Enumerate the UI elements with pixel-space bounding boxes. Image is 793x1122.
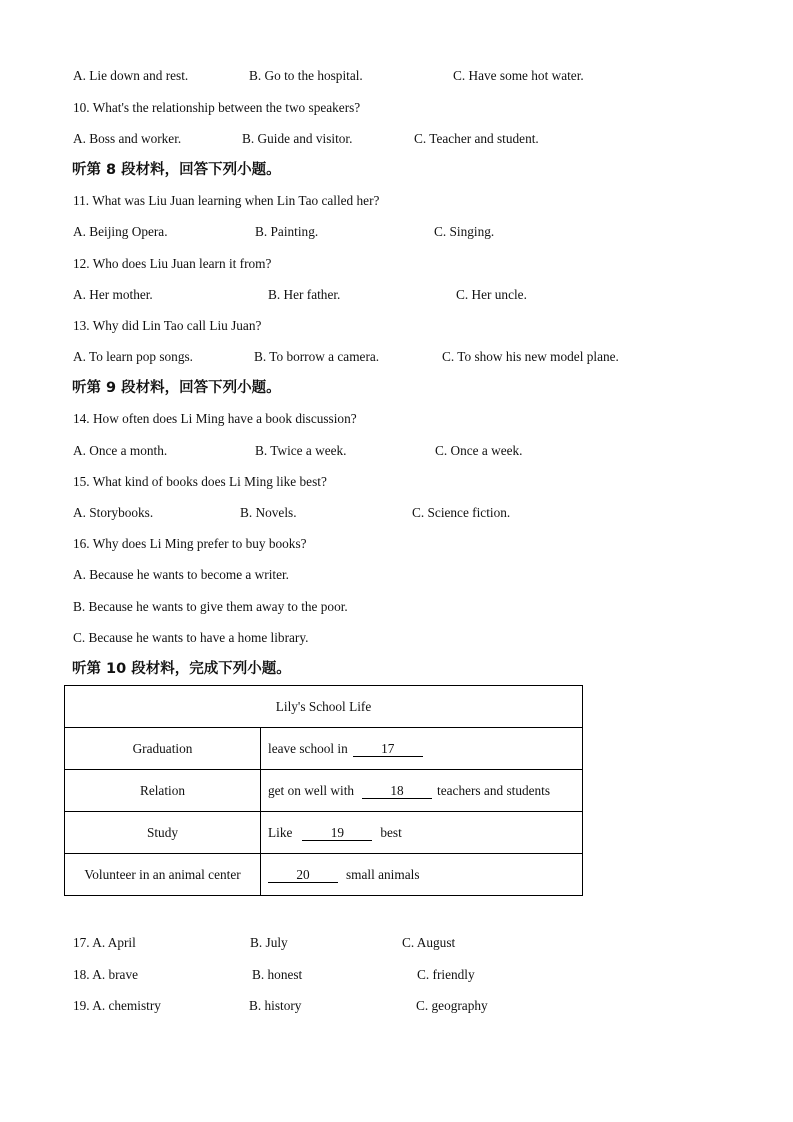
- q19-option-c: C. geography: [416, 998, 488, 1013]
- value-after: small animals: [346, 866, 420, 882]
- value-before: leave school in: [268, 740, 348, 756]
- q16-option-a: A. Because he wants to become a writer.: [73, 567, 289, 582]
- q18-option-a: 18. A. brave: [73, 967, 138, 982]
- row-label: Volunteer in an animal center: [65, 854, 261, 896]
- q17-option-a: 17. A. April: [73, 935, 136, 950]
- table-row: [65, 854, 583, 896]
- q18-option-c: C. friendly: [417, 967, 475, 982]
- answer-blank-20: 20: [268, 868, 338, 883]
- q11-option-b: B. Painting.: [255, 224, 319, 239]
- table-row: [65, 728, 583, 770]
- q19-option-b: B. history: [249, 998, 302, 1013]
- q9-option-b: B. Go to the hospital.: [249, 68, 363, 83]
- section-8-heading: 听第 8 段材料，回答下列小题。: [72, 162, 281, 178]
- value-after: best: [380, 824, 402, 840]
- section-9-heading: 听第 9 段材料，回答下列小题。: [72, 380, 281, 396]
- value-before: Like: [268, 824, 293, 840]
- q15-option-c: C. Science fiction.: [412, 505, 511, 520]
- q19-option-a: 19. A. chemistry: [73, 998, 161, 1013]
- row-value: [261, 770, 583, 812]
- q11-option-c: C. Singing.: [434, 224, 495, 239]
- q11-option-a: A. Beijing Opera.: [73, 224, 168, 239]
- q16-question: 16. Why does Li Ming prefer to buy books?: [73, 536, 307, 551]
- q14-option-c: C. Once a week.: [435, 443, 523, 458]
- table-row: [65, 812, 583, 854]
- q11-question: 11. What was Liu Juan learning when Lin Tao called her?: [73, 193, 380, 208]
- q14-question: 14. How often does Li Ming have a book discussion?: [73, 411, 357, 426]
- q10-option-b: B. Guide and visitor.: [242, 131, 353, 146]
- q12-option-b: B. Her father.: [268, 287, 341, 302]
- q15-option-b: B. Novels.: [240, 505, 297, 520]
- q9-option-a: A. Lie down and rest.: [73, 68, 189, 83]
- q16-option-c: C. Because he wants to have a home library.: [73, 630, 309, 645]
- row-label: Graduation: [65, 728, 261, 770]
- section-10-heading: 听第 10 段材料，完成下列小题。: [72, 661, 291, 677]
- q18-option-b: B. honest: [252, 967, 303, 982]
- q9-option-c: C. Have some hot water.: [453, 68, 584, 83]
- q10-question: 10. What's the relationship between the two speakers?: [73, 100, 361, 115]
- value-before: get on well with: [268, 782, 355, 798]
- answer-blank-17: 17: [353, 742, 423, 757]
- q13-option-c: C. To show his new model plane.: [442, 349, 619, 364]
- q15-question: 15. What kind of books does Li Ming like best?: [73, 474, 327, 489]
- q13-option-b: B. To borrow a camera.: [254, 349, 380, 364]
- table-title: Lily's School Life: [65, 686, 583, 728]
- q17-option-c: C. August: [402, 935, 456, 950]
- q13-option-a: A. To learn pop songs.: [73, 349, 193, 364]
- q16-option-b: B. Because he wants to give them away to the poor.: [73, 599, 348, 614]
- value-after: teachers and students: [437, 782, 551, 798]
- answer-blank-18: 18: [362, 784, 432, 799]
- q17-option-b: B. July: [250, 935, 288, 950]
- row-value: [261, 812, 583, 854]
- q14-option-b: B. Twice a week.: [255, 443, 347, 458]
- row-label: Study: [65, 812, 261, 854]
- q14-option-a: A. Once a month.: [73, 443, 168, 458]
- q12-option-a: A. Her mother.: [73, 287, 153, 302]
- table-row: [65, 770, 583, 812]
- lily-school-life-table: [64, 685, 583, 896]
- table-title-row: [65, 686, 583, 728]
- row-label: Relation: [65, 770, 261, 812]
- q10-option-a: A. Boss and worker.: [73, 131, 182, 146]
- q12-question: 12. Who does Liu Juan learn it from?: [73, 256, 272, 271]
- q13-question: 13. Why did Lin Tao call Liu Juan?: [73, 318, 262, 333]
- q10-option-c: C. Teacher and student.: [414, 131, 539, 146]
- q15-option-a: A. Storybooks.: [73, 505, 154, 520]
- row-value: [261, 854, 583, 896]
- answer-blank-19: 19: [302, 826, 372, 841]
- q12-option-c: C. Her uncle.: [456, 287, 527, 302]
- row-value: [261, 728, 583, 770]
